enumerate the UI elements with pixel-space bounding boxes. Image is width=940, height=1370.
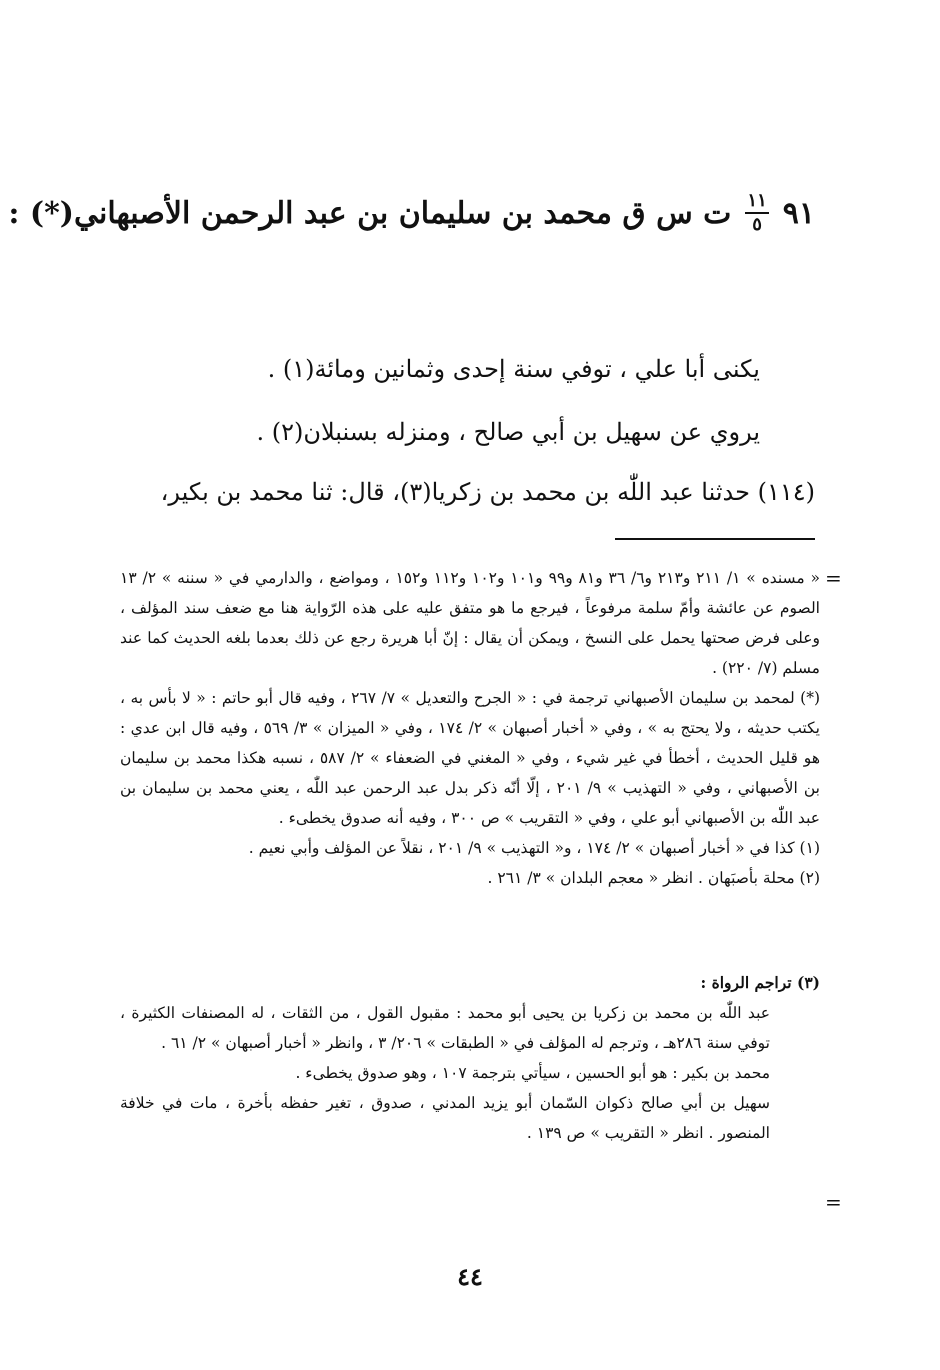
fraction-top: ١١ bbox=[745, 192, 768, 214]
page-number: ٤٤ bbox=[457, 1262, 483, 1291]
body-line: (١١٤) حدثنا عبد اللّٰه بن محمد بن زكريا(٣)، قال: ثنا محمد بن بكير، bbox=[160, 478, 815, 506]
footnote-separator bbox=[615, 538, 815, 540]
footnote-2: (٢) محلة بأصبَهان . انظر « معجم البلدان » ٣/ ٢٦١ . bbox=[487, 869, 820, 887]
fraction-bottom: ٥ bbox=[752, 214, 762, 235]
body-line: يروي عن سهيل بن أبي صالح ، ومنزله بسنبلان(٢) . bbox=[256, 418, 760, 446]
footnotes bbox=[120, 563, 820, 893]
body-line: يكنى أبا علي ، توفي سنة إحدى وثمانين ومائة(١) . bbox=[267, 355, 760, 383]
entry-fraction bbox=[745, 192, 768, 234]
footnote-continued: « مسنده » ١/ ٢١١ و٢١٣ و٦/ ٣٦ و٨١ و٩٩ و١٠١ و١٠٢ و١١٢ و١٥٢ ، ومواضع ، والدارمي في « سننه » ٢/ ١٣ الصوم عن عائشة وأمّ سلمة مرفوعاً ، فيرجع ما هو متفق عليه على هذه الرّواية هنا مع ضعف سند المؤلف ، وعلى فرض صحتها يحمل على النسخ ، ويمكن أن يقال : إنّ أبا هريرة رجع عن ذلك بعدما بلغه الحديث كما عند مسلم (٧/ ٢٢٠) . bbox=[120, 569, 820, 677]
entry-title: ت س ق محمد بن سليمان بن عبد الرحمن الأصبهاني(*) : bbox=[8, 195, 732, 231]
narrators-heading: (٣) تراجم الرواة : bbox=[700, 973, 820, 992]
narrator-paragraph: عبد اللّٰه بن محمد بن زكريا بن يحيى أبو محمد : مقبول القول ، من الثقات ، له المصنفات الكثيرة ، توفي سنة ٢٨٦هـ ، وترجم له المؤلف في « الطبقات » ٢٠٦/ ٣ ، وانظر « أخبار أصبهان » ٢/ ٦١ . bbox=[120, 1004, 770, 1052]
continuation-mark: = bbox=[825, 566, 842, 590]
footnote-star: (*) لمحمد بن سليمان الأصبهاني ترجمة في : « الجرح والتعديل » ٧/ ٢٦٧ ، وفيه قال أبو حاتم : « لا بأس به ، يكتب حديثه ، ولا يحتج به » ، وفي « أخبار أصبهان » ٢/ ١٧٤ ، وفي « الميزان » ٣/ ٥٦٩ ، وفيه قال ابن عدي : هو قليل الحديث ، أخطأ في غير شيء ، وفي « المغني في الضعفاء » ٢/ ٥٨٧ ، نسبه هكذا محمد بن سليمان بن الأصبهاني ، وفي « التهذيب » ٩/ ٢٠١ ، إلّا أنّه ذكر بدل عبد الرحمن عبد اللّٰه ، يعني محمد بن سليمان بن عبد اللّٰه بن الأصبهاني أبو علي ، وفي « التقريب » ص ٣٠٠ ، وفيه أنه صدوق يخطىء . bbox=[120, 689, 820, 827]
narrators-section bbox=[120, 968, 820, 1148]
entry-heading bbox=[8, 192, 815, 234]
narrator-paragraph: سهيل بن أبي صالح ذكوان السّمان أبو يزيد المدني ، صدوق ، تغير حفظه بأخرة ، مات في خلافة المنصور . انظر « التقريب » ص ١٣٩ . bbox=[120, 1094, 770, 1142]
narrator-paragraph: محمد بن بكير : هو أبو الحسين ، سيأتي بترجمة ١٠٧ ، وهو صدوق يخطىء . bbox=[295, 1064, 770, 1082]
entry-number: ٩١ bbox=[782, 195, 815, 231]
continuation-mark: = bbox=[825, 1190, 842, 1214]
footnote-1: (١) كذا في « أخبار أصبهان » ٢/ ١٧٤ ، و« التهذيب » ٩/ ٢٠١ ، نقلاً عن المؤلف وأبي نعيم . bbox=[248, 839, 820, 857]
